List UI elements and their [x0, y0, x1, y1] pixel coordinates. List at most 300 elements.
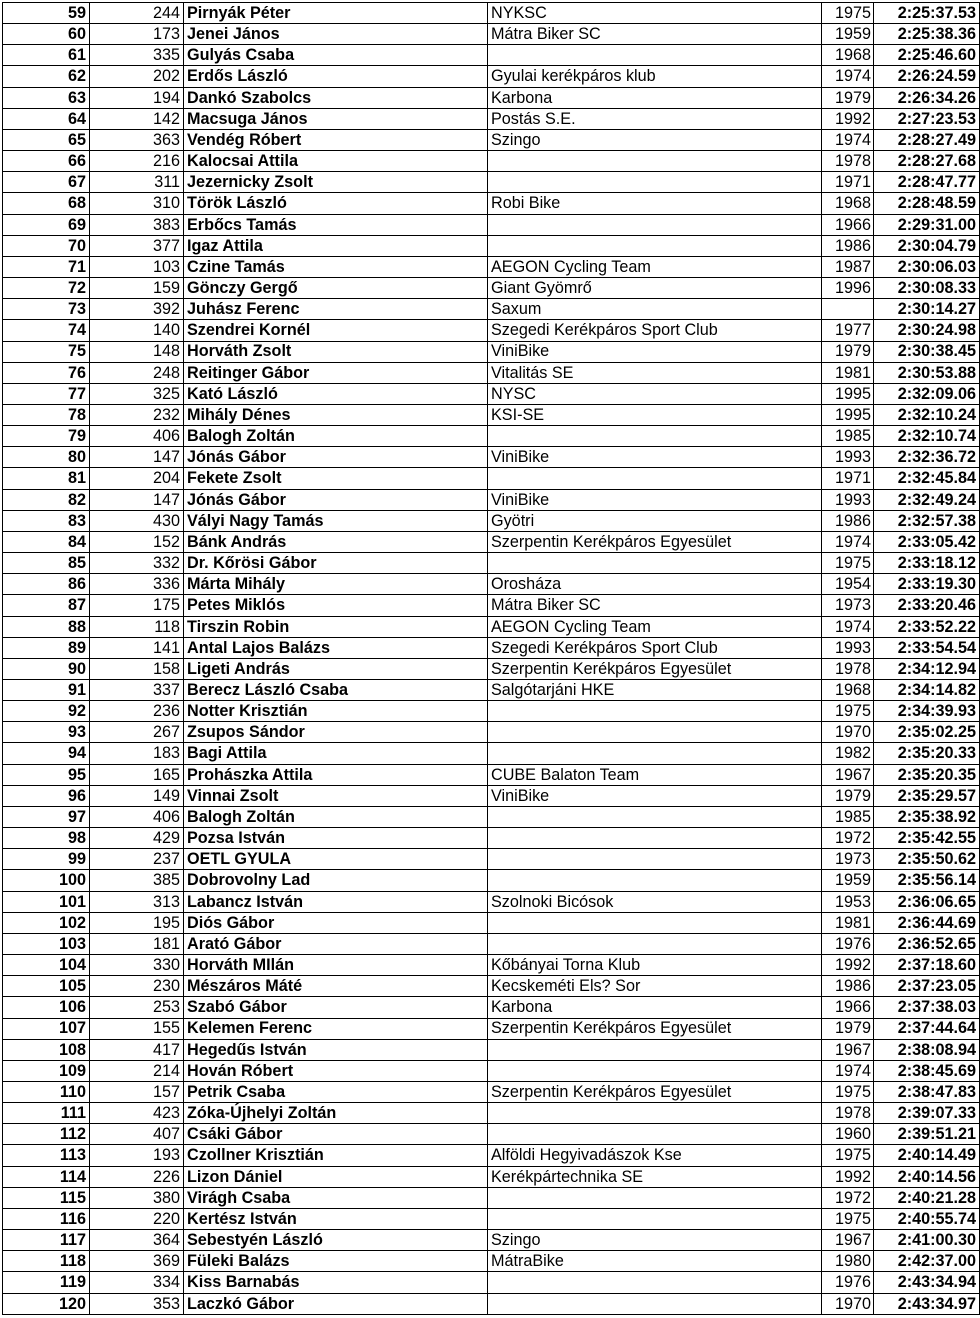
racer-name-cell: Prohászka Attila: [184, 764, 488, 785]
racer-name-cell: Horváth Zsolt: [184, 341, 488, 362]
racer-name-cell: Erbőcs Tamás: [184, 214, 488, 235]
club-cell: AEGON Cycling Team: [488, 256, 822, 277]
club-cell: [488, 806, 822, 827]
racer-name-cell: Török László: [184, 193, 488, 214]
birth-year-cell: 1974: [822, 616, 874, 637]
table-row: [3, 574, 980, 595]
bib-number-cell: 253: [90, 997, 184, 1018]
finish-time-cell: 2:35:29.57: [874, 785, 980, 806]
bib-number-cell: 195: [90, 912, 184, 933]
bib-number-cell: 236: [90, 701, 184, 722]
table-row: [3, 108, 980, 129]
finish-time-cell: 2:30:24.98: [874, 320, 980, 341]
rank-cell: 97: [3, 806, 90, 827]
finish-time-cell: 2:33:18.12: [874, 553, 980, 574]
club-cell: Szerpentin Kerékpáros Egyesület: [488, 531, 822, 552]
table-row: [3, 891, 980, 912]
bib-number-cell: 216: [90, 151, 184, 172]
racer-name-cell: Márta Mihály: [184, 574, 488, 595]
table-row: [3, 45, 980, 66]
birth-year-cell: 1992: [822, 955, 874, 976]
bib-number-cell: 407: [90, 1124, 184, 1145]
club-cell: Szingo: [488, 1230, 822, 1251]
table-row: [3, 1166, 980, 1187]
rank-cell: 95: [3, 764, 90, 785]
bib-number-cell: 267: [90, 722, 184, 743]
bib-number-cell: 332: [90, 553, 184, 574]
table-row: [3, 785, 980, 806]
bib-number-cell: 202: [90, 66, 184, 87]
birth-year-cell: 1967: [822, 764, 874, 785]
table-row: [3, 912, 980, 933]
rank-cell: 67: [3, 172, 90, 193]
club-cell: [488, 849, 822, 870]
birth-year-cell: 1975: [822, 3, 874, 24]
racer-name-cell: Labancz István: [184, 891, 488, 912]
table-row: [3, 1187, 980, 1208]
finish-time-cell: 2:42:37.00: [874, 1251, 980, 1272]
bib-number-cell: 417: [90, 1039, 184, 1060]
club-cell: Kerékpártechnika SE: [488, 1166, 822, 1187]
rank-cell: 94: [3, 743, 90, 764]
rank-cell: 101: [3, 891, 90, 912]
bib-number-cell: 173: [90, 24, 184, 45]
birth-year-cell: 1971: [822, 172, 874, 193]
bib-number-cell: 204: [90, 468, 184, 489]
birth-year-cell: 1986: [822, 510, 874, 531]
rank-cell: 86: [3, 574, 90, 595]
finish-time-cell: 2:32:45.84: [874, 468, 980, 489]
bib-number-cell: 193: [90, 1145, 184, 1166]
rank-cell: 114: [3, 1166, 90, 1187]
club-cell: AEGON Cycling Team: [488, 616, 822, 637]
club-cell: Kőbányai Torna Klub: [488, 955, 822, 976]
rank-cell: 76: [3, 362, 90, 383]
finish-time-cell: 2:26:24.59: [874, 66, 980, 87]
club-cell: Giant Gyömrő: [488, 278, 822, 299]
club-cell: ViniBike: [488, 489, 822, 510]
bib-number-cell: 181: [90, 933, 184, 954]
racer-name-cell: Gulyás Csaba: [184, 45, 488, 66]
rank-cell: 78: [3, 404, 90, 425]
table-row: [3, 616, 980, 637]
racer-name-cell: Pirnyák Péter: [184, 3, 488, 24]
finish-time-cell: 2:35:38.92: [874, 806, 980, 827]
birth-year-cell: 1981: [822, 912, 874, 933]
club-cell: [488, 1187, 822, 1208]
rank-cell: 62: [3, 66, 90, 87]
racer-name-cell: Igaz Attila: [184, 235, 488, 256]
birth-year-cell: 1981: [822, 362, 874, 383]
finish-time-cell: 2:25:38.36: [874, 24, 980, 45]
club-cell: [488, 468, 822, 489]
club-cell: [488, 722, 822, 743]
table-row: [3, 404, 980, 425]
birth-year-cell: 1960: [822, 1124, 874, 1145]
table-row: [3, 510, 980, 531]
bib-number-cell: 406: [90, 806, 184, 827]
club-cell: [488, 214, 822, 235]
birth-year-cell: 1976: [822, 1272, 874, 1293]
club-cell: Szegedi Kerékpáros Sport Club: [488, 320, 822, 341]
rank-cell: 72: [3, 278, 90, 299]
table-row: [3, 1230, 980, 1251]
bib-number-cell: 430: [90, 510, 184, 531]
finish-time-cell: 2:35:20.33: [874, 743, 980, 764]
birth-year-cell: 1970: [822, 722, 874, 743]
birth-year-cell: 1996: [822, 278, 874, 299]
finish-time-cell: 2:43:34.97: [874, 1293, 980, 1314]
rank-cell: 91: [3, 680, 90, 701]
club-cell: Orosháza: [488, 574, 822, 595]
club-cell: Gyötri: [488, 510, 822, 531]
racer-name-cell: Berecz László Csaba: [184, 680, 488, 701]
rank-cell: 89: [3, 637, 90, 658]
table-row: [3, 341, 980, 362]
birth-year-cell: 1993: [822, 447, 874, 468]
racer-name-cell: OETL GYULA: [184, 849, 488, 870]
bib-number-cell: 369: [90, 1251, 184, 1272]
racer-name-cell: Jenei János: [184, 24, 488, 45]
club-cell: [488, 870, 822, 891]
table-row: [3, 701, 980, 722]
bib-number-cell: 335: [90, 45, 184, 66]
finish-time-cell: 2:28:47.77: [874, 172, 980, 193]
bib-number-cell: 230: [90, 976, 184, 997]
finish-time-cell: 2:28:48.59: [874, 193, 980, 214]
racer-name-cell: Mihály Dénes: [184, 404, 488, 425]
racer-name-cell: Antal Lajos Balázs: [184, 637, 488, 658]
racer-name-cell: Macsuga János: [184, 108, 488, 129]
table-row: [3, 976, 980, 997]
club-cell: Szingo: [488, 129, 822, 150]
bib-number-cell: 311: [90, 172, 184, 193]
bib-number-cell: 159: [90, 278, 184, 299]
table-row: [3, 997, 980, 1018]
club-cell: [488, 933, 822, 954]
racer-name-cell: Gönczy Gergő: [184, 278, 488, 299]
birth-year-cell: 1959: [822, 870, 874, 891]
birth-year-cell: 1993: [822, 637, 874, 658]
racer-name-cell: Fekete Zsolt: [184, 468, 488, 489]
table-row: [3, 151, 980, 172]
finish-time-cell: 2:32:10.24: [874, 404, 980, 425]
rank-cell: 85: [3, 553, 90, 574]
birth-year-cell: 1970: [822, 1293, 874, 1314]
club-cell: Szerpentin Kerékpáros Egyesület: [488, 658, 822, 679]
rank-cell: 84: [3, 531, 90, 552]
table-row: [3, 637, 980, 658]
rank-cell: 98: [3, 828, 90, 849]
table-row: [3, 193, 980, 214]
racer-name-cell: Czollner Krisztián: [184, 1145, 488, 1166]
rank-cell: 113: [3, 1145, 90, 1166]
finish-time-cell: 2:30:08.33: [874, 278, 980, 299]
club-cell: [488, 701, 822, 722]
racer-name-cell: Lizon Dániel: [184, 1166, 488, 1187]
racer-name-cell: Kiss Barnabás: [184, 1272, 488, 1293]
birth-year-cell: 1982: [822, 743, 874, 764]
finish-time-cell: 2:36:52.65: [874, 933, 980, 954]
rank-cell: 68: [3, 193, 90, 214]
table-row: [3, 1124, 980, 1145]
club-cell: ViniBike: [488, 785, 822, 806]
racer-name-cell: Kalocsai Attila: [184, 151, 488, 172]
bib-number-cell: 310: [90, 193, 184, 214]
table-row: [3, 426, 980, 447]
birth-year-cell: 1978: [822, 658, 874, 679]
table-row: [3, 743, 980, 764]
finish-time-cell: 2:38:47.83: [874, 1081, 980, 1102]
rank-cell: 80: [3, 447, 90, 468]
club-cell: KSI-SE: [488, 404, 822, 425]
birth-year-cell: 1995: [822, 383, 874, 404]
birth-year-cell: 1967: [822, 1039, 874, 1060]
bib-number-cell: 226: [90, 1166, 184, 1187]
bib-number-cell: 313: [90, 891, 184, 912]
table-row: [3, 1060, 980, 1081]
finish-time-cell: 2:28:27.49: [874, 129, 980, 150]
bib-number-cell: 330: [90, 955, 184, 976]
finish-time-cell: 2:32:36.72: [874, 447, 980, 468]
rank-cell: 70: [3, 235, 90, 256]
finish-time-cell: 2:39:07.33: [874, 1103, 980, 1124]
finish-time-cell: 2:32:09.06: [874, 383, 980, 404]
results-table-body: [3, 3, 980, 1315]
racer-name-cell: Bánk András: [184, 531, 488, 552]
table-row: [3, 129, 980, 150]
table-row: [3, 66, 980, 87]
rank-cell: 110: [3, 1081, 90, 1102]
rank-cell: 107: [3, 1018, 90, 1039]
table-row: [3, 172, 980, 193]
table-row: [3, 278, 980, 299]
racer-name-cell: Kertész István: [184, 1208, 488, 1229]
birth-year-cell: 1979: [822, 1018, 874, 1039]
rank-cell: 92: [3, 701, 90, 722]
finish-time-cell: 2:43:34.94: [874, 1272, 980, 1293]
birth-year-cell: 1972: [822, 1187, 874, 1208]
birth-year-cell: 1975: [822, 701, 874, 722]
racer-name-cell: Kató László: [184, 383, 488, 404]
results-table: [2, 2, 980, 1315]
club-cell: [488, 172, 822, 193]
rank-cell: 82: [3, 489, 90, 510]
birth-year-cell: 1968: [822, 45, 874, 66]
birth-year-cell: 1987: [822, 256, 874, 277]
bib-number-cell: 232: [90, 404, 184, 425]
club-cell: Mátra Biker SC: [488, 595, 822, 616]
rank-cell: 65: [3, 129, 90, 150]
club-cell: Karbona: [488, 997, 822, 1018]
birth-year-cell: 1973: [822, 849, 874, 870]
birth-year-cell: 1995: [822, 404, 874, 425]
racer-name-cell: Bagi Attila: [184, 743, 488, 764]
club-cell: NYSC: [488, 383, 822, 404]
table-row: [3, 680, 980, 701]
finish-time-cell: 2:36:44.69: [874, 912, 980, 933]
bib-number-cell: 157: [90, 1081, 184, 1102]
rank-cell: 73: [3, 299, 90, 320]
birth-year-cell: 1978: [822, 151, 874, 172]
bib-number-cell: 118: [90, 616, 184, 637]
racer-name-cell: Balogh Zoltán: [184, 426, 488, 447]
finish-time-cell: 2:35:50.62: [874, 849, 980, 870]
racer-name-cell: Füleki Balázs: [184, 1251, 488, 1272]
finish-time-cell: 2:26:34.26: [874, 87, 980, 108]
table-row: [3, 849, 980, 870]
table-row: [3, 362, 980, 383]
table-row: [3, 320, 980, 341]
club-cell: Robi Bike: [488, 193, 822, 214]
racer-name-cell: Notter Krisztián: [184, 701, 488, 722]
racer-name-cell: Erdős László: [184, 66, 488, 87]
club-cell: [488, 553, 822, 574]
racer-name-cell: Szabó Gábor: [184, 997, 488, 1018]
finish-time-cell: 2:37:23.05: [874, 976, 980, 997]
birth-year-cell: 1977: [822, 320, 874, 341]
racer-name-cell: Tirszin Robin: [184, 616, 488, 637]
finish-time-cell: 2:29:31.00: [874, 214, 980, 235]
rank-cell: 83: [3, 510, 90, 531]
finish-time-cell: 2:34:12.94: [874, 658, 980, 679]
birth-year-cell: 1992: [822, 108, 874, 129]
rank-cell: 87: [3, 595, 90, 616]
birth-year-cell: 1975: [822, 553, 874, 574]
finish-time-cell: 2:37:18.60: [874, 955, 980, 976]
finish-time-cell: 2:40:14.56: [874, 1166, 980, 1187]
bib-number-cell: 385: [90, 870, 184, 891]
table-row: [3, 553, 980, 574]
bib-number-cell: 337: [90, 680, 184, 701]
racer-name-cell: Arató Gábor: [184, 933, 488, 954]
racer-name-cell: Petrik Csaba: [184, 1081, 488, 1102]
table-row: [3, 1081, 980, 1102]
bib-number-cell: 155: [90, 1018, 184, 1039]
table-row: [3, 299, 980, 320]
rank-cell: 111: [3, 1103, 90, 1124]
rank-cell: 115: [3, 1187, 90, 1208]
bib-number-cell: 336: [90, 574, 184, 595]
rank-cell: 64: [3, 108, 90, 129]
birth-year-cell: 1959: [822, 24, 874, 45]
bib-number-cell: 353: [90, 1293, 184, 1314]
rank-cell: 60: [3, 24, 90, 45]
birth-year-cell: 1975: [822, 1208, 874, 1229]
birth-year-cell: 1979: [822, 341, 874, 362]
bib-number-cell: 406: [90, 426, 184, 447]
finish-time-cell: 2:35:02.25: [874, 722, 980, 743]
racer-name-cell: Zsupos Sándor: [184, 722, 488, 743]
finish-time-cell: 2:34:39.93: [874, 701, 980, 722]
table-row: [3, 955, 980, 976]
bib-number-cell: 152: [90, 531, 184, 552]
rank-cell: 69: [3, 214, 90, 235]
table-row: [3, 870, 980, 891]
rank-cell: 77: [3, 383, 90, 404]
finish-time-cell: 2:36:06.65: [874, 891, 980, 912]
table-row: [3, 658, 980, 679]
table-row: [3, 806, 980, 827]
club-cell: Salgótarjáni HKE: [488, 680, 822, 701]
club-cell: Kecskeméti Els? Sor: [488, 976, 822, 997]
birth-year-cell: 1966: [822, 997, 874, 1018]
club-cell: [488, 1124, 822, 1145]
table-row: [3, 1251, 980, 1272]
bib-number-cell: 380: [90, 1187, 184, 1208]
club-cell: ViniBike: [488, 447, 822, 468]
birth-year-cell: 1974: [822, 531, 874, 552]
racer-name-cell: Vinnai Zsolt: [184, 785, 488, 806]
table-row: [3, 1208, 980, 1229]
racer-name-cell: Jónás Gábor: [184, 447, 488, 468]
racer-name-cell: Dr. Kőrösi Gábor: [184, 553, 488, 574]
birth-year-cell: 1986: [822, 976, 874, 997]
racer-name-cell: Dankó Szabolcs: [184, 87, 488, 108]
rank-cell: 61: [3, 45, 90, 66]
finish-time-cell: 2:40:21.28: [874, 1187, 980, 1208]
finish-time-cell: 2:32:49.24: [874, 489, 980, 510]
birth-year-cell: 1979: [822, 785, 874, 806]
bib-number-cell: 334: [90, 1272, 184, 1293]
rank-cell: 118: [3, 1251, 90, 1272]
birth-year-cell: 1968: [822, 193, 874, 214]
bib-number-cell: 103: [90, 256, 184, 277]
racer-name-cell: Juhász Ferenc: [184, 299, 488, 320]
club-cell: [488, 1060, 822, 1081]
club-cell: [488, 235, 822, 256]
rank-cell: 59: [3, 3, 90, 24]
finish-time-cell: 2:25:46.60: [874, 45, 980, 66]
finish-time-cell: 2:37:44.64: [874, 1018, 980, 1039]
racer-name-cell: Balogh Zoltán: [184, 806, 488, 827]
rank-cell: 117: [3, 1230, 90, 1251]
club-cell: Mátra Biker SC: [488, 24, 822, 45]
rank-cell: 112: [3, 1124, 90, 1145]
finish-time-cell: 2:40:55.74: [874, 1208, 980, 1229]
finish-time-cell: 2:38:08.94: [874, 1039, 980, 1060]
bib-number-cell: 248: [90, 362, 184, 383]
finish-time-cell: 2:27:23.53: [874, 108, 980, 129]
bib-number-cell: 377: [90, 235, 184, 256]
racer-name-cell: Kelemen Ferenc: [184, 1018, 488, 1039]
bib-number-cell: 142: [90, 108, 184, 129]
finish-time-cell: 2:39:51.21: [874, 1124, 980, 1145]
racer-name-cell: Pozsa István: [184, 828, 488, 849]
club-cell: Gyulai kerékpáros klub: [488, 66, 822, 87]
birth-year-cell: 1974: [822, 66, 874, 87]
bib-number-cell: 158: [90, 658, 184, 679]
bib-number-cell: 214: [90, 1060, 184, 1081]
table-row: [3, 24, 980, 45]
finish-time-cell: 2:30:53.88: [874, 362, 980, 383]
racer-name-cell: Sebestyén László: [184, 1230, 488, 1251]
finish-time-cell: 2:33:05.42: [874, 531, 980, 552]
birth-year-cell: 1992: [822, 1166, 874, 1187]
bib-number-cell: 147: [90, 489, 184, 510]
birth-year-cell: 1972: [822, 828, 874, 849]
rank-cell: 93: [3, 722, 90, 743]
bib-number-cell: 429: [90, 828, 184, 849]
finish-time-cell: 2:33:54.54: [874, 637, 980, 658]
finish-time-cell: 2:41:00.30: [874, 1230, 980, 1251]
club-cell: [488, 912, 822, 933]
bib-number-cell: 149: [90, 785, 184, 806]
bib-number-cell: 147: [90, 447, 184, 468]
bib-number-cell: 141: [90, 637, 184, 658]
rank-cell: 106: [3, 997, 90, 1018]
racer-name-cell: Ligeti András: [184, 658, 488, 679]
